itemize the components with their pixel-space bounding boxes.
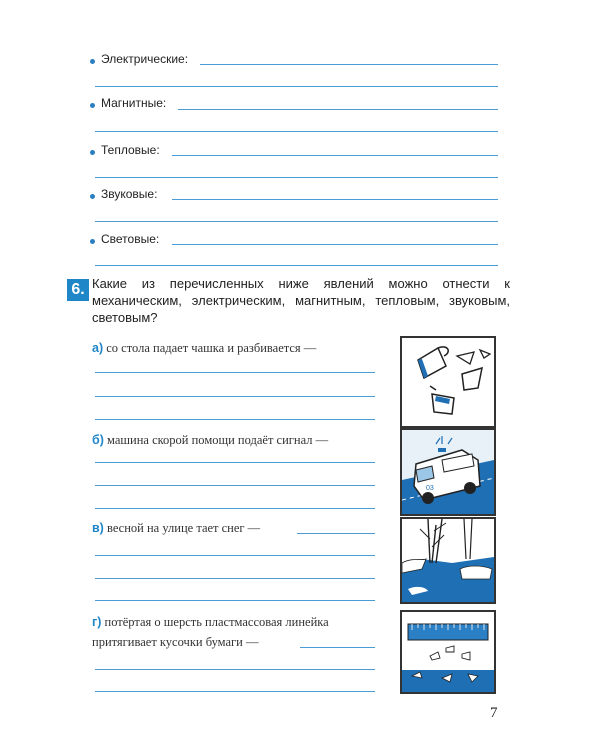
answer-line[interactable] [200,64,498,65]
answer-line[interactable] [95,396,375,397]
answer-line[interactable] [95,131,498,132]
task-question: Какие из перечисленных ниже явлений можно отнести к механическим, электрическим, магнитным, тепловым, звуковым, световым? [92,276,510,325]
answer-line[interactable] [95,555,375,556]
category-label: Световые: [101,232,165,246]
answer-line[interactable] [172,244,498,245]
answer-line[interactable] [95,691,375,692]
answer-line[interactable] [172,155,498,156]
task-number-badge: 6. [67,279,89,301]
answer-line[interactable] [95,419,375,420]
answer-line[interactable] [172,199,498,200]
bullet-icon [90,103,95,108]
answer-line[interactable] [297,533,375,534]
ambulance-picture [400,428,496,516]
item-letter: г) [92,615,102,629]
category-sound [90,187,500,210]
category-label: Электрические: [101,52,194,66]
falling-cup-picture [400,336,496,428]
answer-line[interactable] [95,462,375,463]
item-b [92,430,382,450]
answer-line[interactable] [95,372,375,373]
item-c [92,518,382,538]
item-text: машина скорой помощи подаёт сигнал — [107,433,329,447]
answer-line[interactable] [95,508,375,509]
category-light [90,232,500,255]
answer-line[interactable] [300,647,375,648]
bullet-icon [90,59,95,64]
answer-line[interactable] [178,109,498,110]
category-thermal [90,143,500,166]
answer-line[interactable] [95,600,375,601]
item-letter: в) [92,521,104,535]
answer-line[interactable] [95,669,375,670]
bullet-icon [90,194,95,199]
ruler-paper-picture [400,610,496,694]
item-letter: а) [92,341,104,355]
item-a [92,338,382,358]
item-letter: б) [92,433,104,447]
answer-line[interactable] [95,86,498,87]
answer-line[interactable] [95,578,375,579]
answer-line[interactable] [95,221,498,222]
ambulance-number: 03 [426,485,434,492]
bullet-icon [90,150,95,155]
category-electric [90,52,500,75]
category-label: Звуковые: [101,187,163,201]
bullet-icon [90,239,95,244]
item-d [92,612,384,652]
category-label: Тепловые: [101,143,166,157]
category-label: Магнитные: [101,96,172,110]
answer-line[interactable] [95,177,498,178]
item-text: потёртая о шерсть пластмассовая линейка притягивает кусочки бумаги — [92,615,329,649]
answer-line[interactable] [95,485,375,486]
page-number: 7 [490,705,498,721]
melting-snow-picture [400,517,496,604]
item-text: весной на улице тает снег — [106,521,261,535]
item-text: со стола падает чашка и разбивается — [106,341,317,355]
answer-line[interactable] [95,265,498,266]
